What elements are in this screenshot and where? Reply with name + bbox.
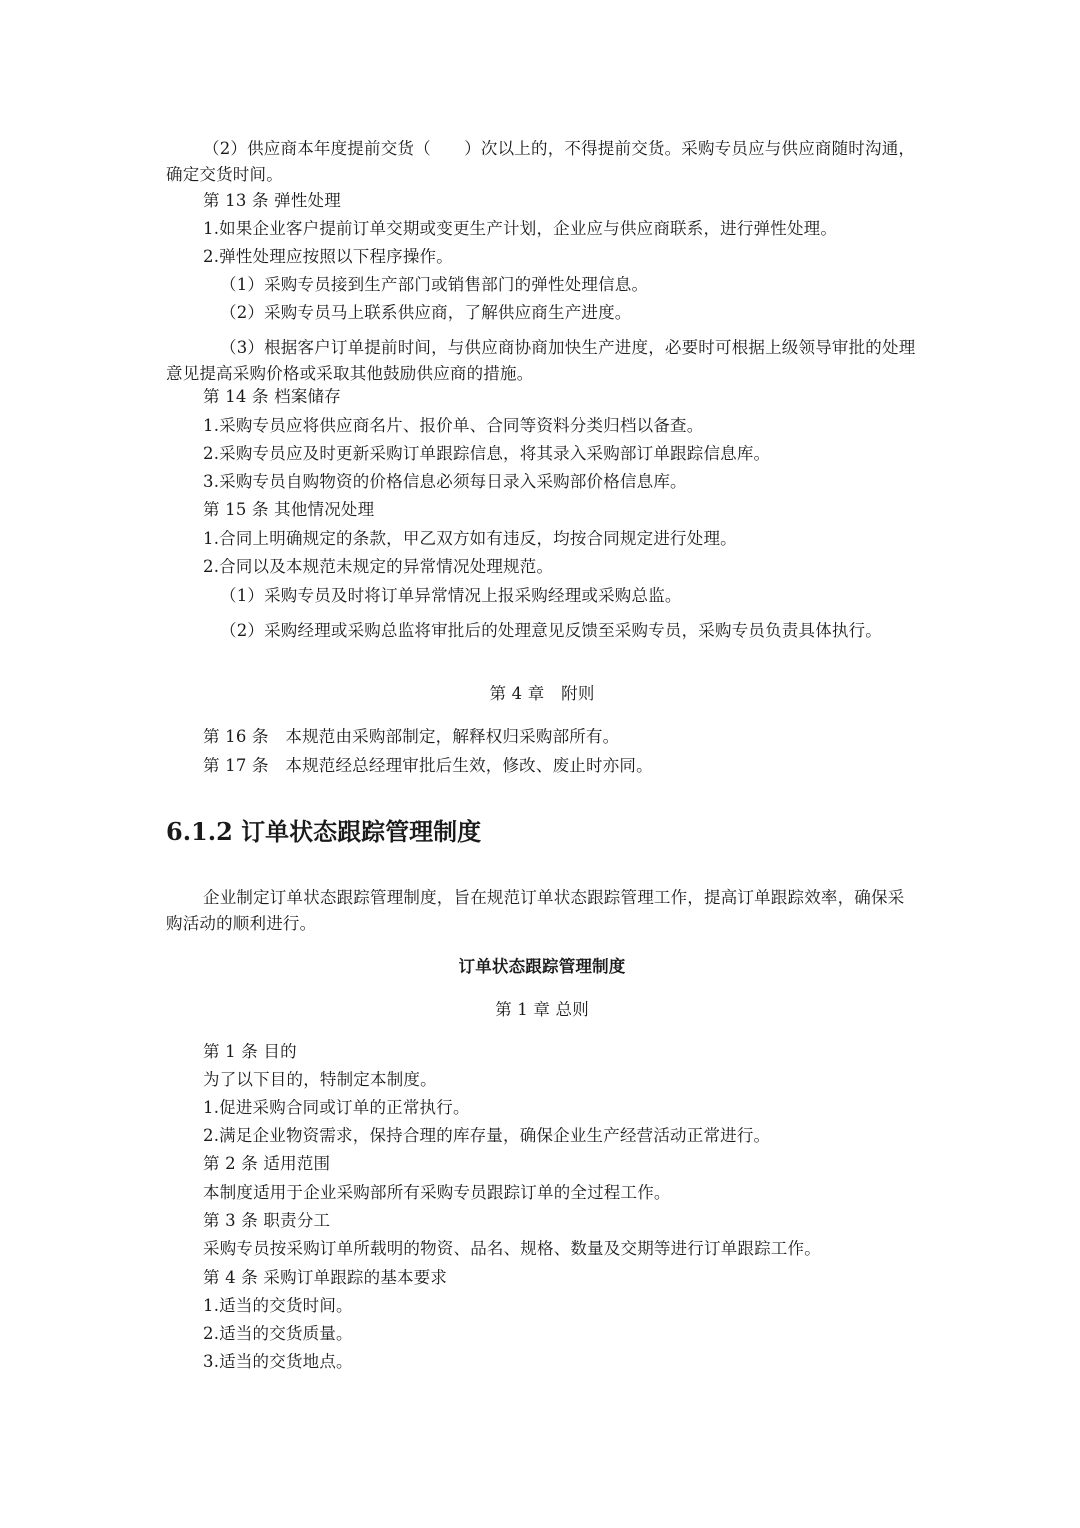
article-1-item-2: 2.满足企业物资需求，保持合理的库存量，确保企业生产经营活动正常进行。 [203,1126,771,1145]
article-1-intro: 为了以下目的，特制定本制度。 [203,1070,437,1089]
article-14-item-2: 2.采购专员应及时更新采购订单跟踪信息，将其录入采购部订单跟踪信息库。 [203,444,771,463]
article-14-item-1: 1.采购专员应将供应商名片、报价单、合同等资料分类归档以备查。 [203,416,704,435]
article-15-item-1: 1.合同上明确规定的条款，甲乙双方如有违反，均按合同规定进行处理。 [203,529,737,548]
article-17: 第 17 条 本规范经总经理审批后生效，修改、废止时亦同。 [203,756,653,775]
chapter-4-heading: 第 4 章 附则 [489,684,595,703]
section-heading: 6.1.2 订单状态跟踪管理制度 [166,817,482,846]
article-1-heading: 第 1 条 目的 [203,1042,297,1061]
article-1-item-1: 1.促进采购合同或订单的正常执行。 [203,1098,470,1117]
article-4-item-3: 3.适当的交货地点。 [203,1352,353,1371]
paragraph-supplier-early-delivery: （2）供应商本年度提前交货（ ）次以上的，不得提前交货。采购专员应与供应商随时沟通，确定交货时间。 [166,139,916,184]
chapter-1-heading: 第 1 章 总则 [495,1000,589,1019]
article-15-subitem-2: （2）采购经理或采购总监将审批后的处理意见反馈至采购专员，采购专员负责具体执行。 [220,621,882,640]
article-16: 第 16 条 本规范由采购部制定，解释权归采购部所有。 [203,727,620,746]
article-13-subitem-2: （2）采购专员马上联系供应商，了解供应商生产进度。 [220,303,632,322]
article-13-subitem-1: （1）采购专员接到生产部门或销售部门的弹性处理信息。 [220,275,649,294]
section-intro-paragraph: 企业制定订单状态跟踪管理制度，旨在规范订单状态跟踪管理工作，提高订单跟踪效率，确保采购活动的顺利进行。 [166,888,905,933]
document-title: 订单状态跟踪管理制度 [458,957,626,976]
article-13-subitem-3: （3）根据客户订单提前时间，与供应商协商加快生产进度，必要时可根据上级领导审批的处理意见提高采购价格或采取其他鼓励供应商的措施。 [166,338,916,383]
article-15-subitem-1: （1）采购专员及时将订单异常情况上报采购经理或采购总监。 [220,586,682,605]
article-13-item-2: 2.弹性处理应按照以下程序操作。 [203,247,453,266]
article-13-item-1: 1.如果企业客户提前订单交期或变更生产计划，企业应与供应商联系，进行弹性处理。 [203,219,838,238]
article-15-item-2: 2.合同以及本规范未规定的异常情况处理规范。 [203,557,554,576]
article-2-heading: 第 2 条 适用范围 [203,1154,331,1173]
article-3-text: 采购专员按采购订单所载明的物资、品名、规格、数量及交期等进行订单跟踪工作。 [203,1239,821,1258]
article-15-heading: 第 15 条 其他情况处理 [203,500,375,519]
article-14-heading: 第 14 条 档案储存 [203,387,341,406]
article-13-heading: 第 13 条 弹性处理 [203,191,341,210]
article-14-item-3: 3.采购专员自购物资的价格信息必须每日录入采购部价格信息库。 [203,472,687,491]
article-2-text: 本制度适用于企业采购部所有采购专员跟踪订单的全过程工作。 [203,1183,671,1202]
article-4-item-2: 2.适当的交货质量。 [203,1324,353,1343]
article-3-heading: 第 3 条 职责分工 [203,1211,331,1230]
article-4-heading: 第 4 条 采购订单跟踪的基本要求 [203,1268,448,1287]
article-4-item-1: 1.适当的交货时间。 [203,1296,353,1315]
